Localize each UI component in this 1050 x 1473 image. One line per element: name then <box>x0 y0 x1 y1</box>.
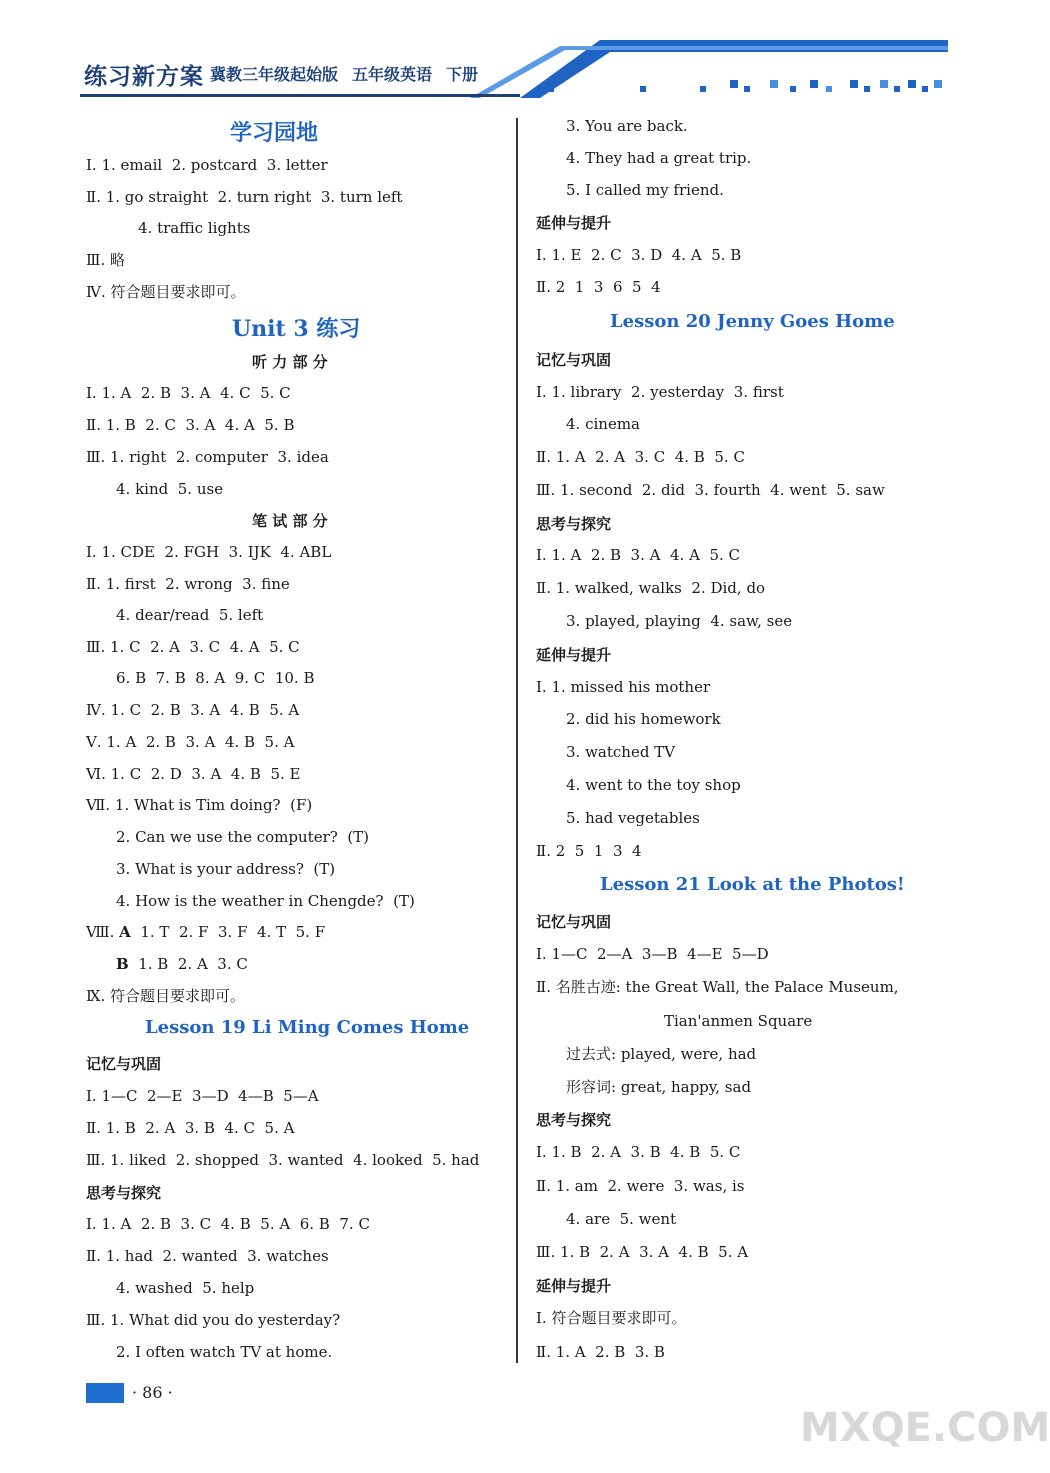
unit-heading: Unit 3 练习 <box>232 316 361 342</box>
watermark: MXQE.COM <box>800 1405 1050 1451</box>
answer-line: Ⅰ. 符合题目要求即可。 <box>536 1309 687 1327</box>
subsection-heading: 听 力 部 分 <box>252 353 328 371</box>
section-heading: 记忆与巩固 <box>536 351 612 369</box>
section-heading: 延伸与提升 <box>536 214 612 232</box>
answer-line: Ⅰ. 1. email 2. postcard 3. letter <box>86 156 328 174</box>
answer-line <box>116 954 248 974</box>
page-number-marker <box>86 1383 124 1403</box>
section-heading: 思考与探究 <box>536 515 612 533</box>
answer-line: 5. I called my friend. <box>566 181 724 199</box>
answer-line: 4. went to the toy shop <box>566 776 741 794</box>
section-heading: 记忆与巩固 <box>536 913 612 931</box>
answer-line: Ⅱ. 2 1 3 6 5 4 <box>536 278 661 296</box>
page-header <box>0 0 1000 110</box>
answer-line: 5. had vegetables <box>566 809 700 827</box>
section-heading: 思考与探究 <box>536 1111 612 1129</box>
answer-line: Ⅲ. 1. B 2. A 3. A 4. B 5. A <box>536 1243 749 1261</box>
answer-line: 2. did his homework <box>566 710 721 728</box>
answer-line: Ⅱ. 1. am 2. were 3. was, is <box>536 1177 745 1195</box>
volume-label: 下册 <box>446 65 479 84</box>
answer-line: Ⅲ. 1. C 2. A 3. C 4. A 5. C <box>86 638 300 656</box>
answer-line: 4. washed 5. help <box>116 1279 255 1297</box>
answer-line: 3. watched TV <box>566 743 676 761</box>
answer-line: Ⅱ. 1. had 2. wanted 3. watches <box>86 1247 329 1265</box>
answer-line: 3. What is your address? (T) <box>116 860 336 878</box>
answer-line: Ⅲ. 1. second 2. did 3. fourth 4. went 5. saw <box>536 481 885 499</box>
answer-line: Tian'anmen Square <box>664 1012 813 1030</box>
answers: 1. B 2. A 3. C <box>128 955 248 973</box>
answer-line: Ⅱ. 1. A 2. B 3. B <box>536 1343 665 1361</box>
answer-line: 4. How is the weather in Chengde? (T) <box>116 892 415 910</box>
answer-line: Ⅱ. 1. first 2. wrong 3. fine <box>86 575 290 593</box>
answer-line: Ⅰ. 1. A 2. B 3. A 4. C 5. C <box>86 384 291 402</box>
lesson-heading: Lesson 20 Jenny Goes Home <box>610 311 895 332</box>
answer-line: Ⅱ. 名胜古迹: the Great Wall, the Palace Museum, <box>536 978 899 996</box>
answer-line: 2. Can we use the computer? (T) <box>116 828 370 846</box>
page-number: · 86 · <box>132 1383 173 1402</box>
section-heading: 记忆与巩固 <box>86 1055 162 1073</box>
roman-numeral: Ⅷ. <box>86 923 120 941</box>
answer-line: 6. B 7. B 8. A 9. C 10. B <box>116 669 315 687</box>
answer-line: Ⅲ. 1. right 2. computer 3. idea <box>86 448 329 466</box>
answer-line: Ⅳ. 符合题目要求即可。 <box>86 283 246 301</box>
answer-line: 4. traffic lights <box>138 219 251 237</box>
answer-line: Ⅵ. 1. C 2. D 3. A 4. B 5. E <box>86 765 301 783</box>
answer-line: Ⅰ. 1. E 2. C 3. D 4. A 5. B <box>536 246 742 264</box>
section-heading: 延伸与提升 <box>536 1277 612 1295</box>
book-subtitle <box>210 62 492 85</box>
column-divider <box>516 118 518 1363</box>
answer-line: 3. You are back. <box>566 117 688 135</box>
answer-line: 过去式: played, were, had <box>566 1045 757 1063</box>
answer-line: Ⅱ. 1. B 2. C 3. A 4. A 5. B <box>86 416 295 434</box>
answer-line: Ⅱ. 1. go straight 2. turn right 3. turn left <box>86 188 403 206</box>
answer-line: Ⅱ. 1. B 2. A 3. B 4. C 5. A <box>86 1119 295 1137</box>
edition-label: 冀教三年级起始版 <box>210 65 339 84</box>
answer-line: Ⅰ. 1—C 2—A 3—B 4—E 5—D <box>536 945 769 963</box>
section-heading: 思考与探究 <box>86 1184 162 1202</box>
answer-line: Ⅱ. 1. walked, walks 2. Did, do <box>536 579 766 597</box>
answer-line: Ⅰ. 1. A 2. B 3. C 4. B 5. A 6. B 7. C <box>86 1215 370 1233</box>
answer-line: Ⅶ. 1. What is Tim doing? (F) <box>86 796 313 814</box>
section-heading: 延伸与提升 <box>536 646 612 664</box>
header-rule <box>80 94 520 97</box>
answer-line: 4. dear/read 5. left <box>116 606 264 624</box>
book-title: 练习新方案 <box>84 63 204 90</box>
section-heading-study-garden: 学习园地 <box>230 120 319 146</box>
answer-line: 2. I often watch TV at home. <box>116 1343 333 1361</box>
lesson-heading: Lesson 19 Li Ming Comes Home <box>145 1017 470 1038</box>
answer-line: Ⅱ. 2 5 1 3 4 <box>536 842 642 860</box>
answer-line: 4. kind 5. use <box>116 480 224 498</box>
answer-line: Ⅱ. 1. A 2. A 3. C 4. B 5. C <box>536 448 745 466</box>
answer-line: Ⅳ. 1. C 2. B 3. A 4. B 5. A <box>86 701 300 719</box>
answers: 1. T 2. F 3. F 4. T 5. F <box>130 923 326 941</box>
answer-line: 4. are 5. went <box>566 1210 677 1228</box>
answer-line: Ⅲ. 1. What did you do yesterday? <box>86 1311 341 1329</box>
answer-line: Ⅰ. 1. CDE 2. FGH 3. IJK 4. ABL <box>86 543 332 561</box>
answer-line: Ⅰ. 1. A 2. B 3. A 4. A 5. C <box>536 546 741 564</box>
answer-line: Ⅰ. 1. missed his mother <box>536 678 711 696</box>
answer-line: Ⅲ. 略 <box>86 251 126 269</box>
subsection-heading: 笔 试 部 分 <box>252 512 328 530</box>
lesson-heading: Lesson 21 Look at the Photos! <box>600 874 905 895</box>
grade-label: 五年级英语 <box>352 65 433 84</box>
part-label: B <box>116 955 129 973</box>
answer-line: Ⅰ. 1—C 2—E 3—D 4—B 5—A <box>86 1087 319 1105</box>
answer-line: 4. cinema <box>566 415 640 433</box>
answer-line: Ⅸ. 符合题目要求即可。 <box>86 987 246 1005</box>
answer-line: 4. They had a great trip. <box>566 149 752 167</box>
answer-line: Ⅰ. 1. library 2. yesterday 3. first <box>536 383 784 401</box>
answer-line <box>86 922 325 942</box>
answer-line: Ⅴ. 1. A 2. B 3. A 4. B 5. A <box>86 733 295 751</box>
answer-line: Ⅰ. 1. B 2. A 3. B 4. B 5. C <box>536 1143 741 1161</box>
answer-line: Ⅲ. 1. liked 2. shopped 3. wanted 4. looked 5. had <box>86 1151 480 1169</box>
part-label: A <box>119 923 131 941</box>
answer-line: 形容词: great, happy, sad <box>566 1078 752 1096</box>
answer-line: 3. played, playing 4. saw, see <box>566 612 793 630</box>
